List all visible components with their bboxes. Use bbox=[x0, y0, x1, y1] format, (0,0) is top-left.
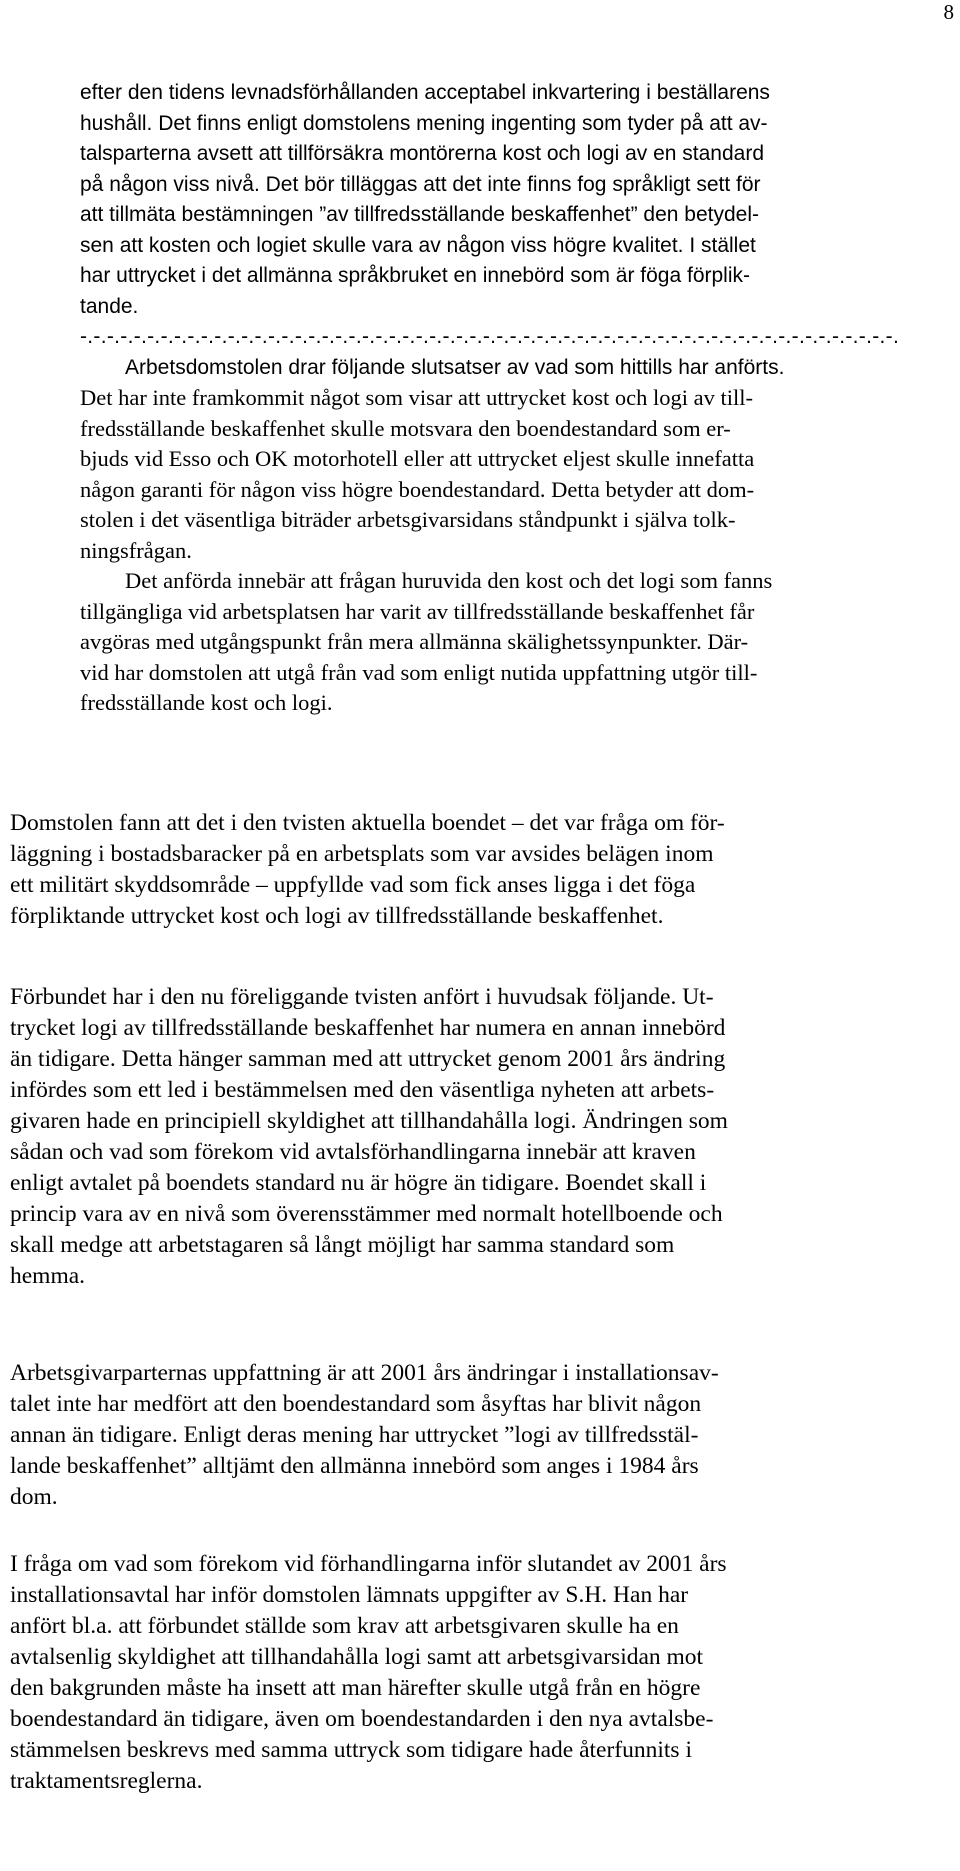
body-line: Arbetsgivarparternas uppfattning är att 2001 års ändringar i installationsav- bbox=[10, 1360, 719, 1386]
quote-line: på någon viss nivå. Det bör tilläggas att det inte finns fog språkligt sett för bbox=[80, 172, 761, 196]
body-line: än tidigare. Detta hänger samman med att uttrycket genom 2001 års ändring bbox=[10, 1046, 726, 1072]
body-paragraph-4 bbox=[10, 1549, 955, 1797]
quote-line: har uttrycket i det allmänna språkbruket en innebörd som är föga förplik- bbox=[80, 264, 751, 287]
quote-line: sen att kosten och logiet skulle vara av någon viss högre kvalitet. I stället bbox=[80, 233, 756, 257]
quote-line: att tillmäta bestämningen ”av tillfredsställande beskaffenhet” den betydel- bbox=[80, 203, 760, 226]
quoted-judgment-block bbox=[80, 78, 940, 719]
body-line: Förbundet har i den nu föreliggande tvisten anfört i huvudsak följande. Ut- bbox=[10, 984, 714, 1010]
quote-line: tande. bbox=[80, 294, 139, 318]
body-paragraph-2 bbox=[10, 982, 955, 1292]
body-line: Domstolen fann att det i den tvisten aktuella boendet – det var fråga om för- bbox=[10, 810, 725, 836]
body-line: hemma. bbox=[10, 1263, 86, 1289]
body-line: talet inte har medfört att den boendestandard som åsyftas har blivit någon bbox=[10, 1391, 702, 1417]
quote-line: fredsställande kost och logi. bbox=[80, 690, 333, 715]
body-line: trycket logi av tillfredsställande beskaffenhet har numera en annan innebörd bbox=[10, 1015, 726, 1041]
quote-line: bjuds vid Esso och OK motorhotell eller att uttrycket eljest skulle innefatta bbox=[80, 446, 755, 471]
body-line: ett militärt skyddsområde – uppfyllde vad som fick anses ligga i det föga bbox=[10, 872, 696, 898]
body-line: anfört bl.a. att förbundet ställde som krav att arbetsgivaren skulle ha en bbox=[10, 1613, 679, 1639]
quote-line: vid har domstolen att utgå från vad som enligt nutida uppfattning utgör till- bbox=[80, 659, 758, 685]
body-line: lande beskaffenhet” alltjämt den allmänna innebörd som anges i 1984 års bbox=[10, 1453, 699, 1479]
body-line: I fråga om vad som förekom vid förhandlingarna inför slutandet av 2001 års bbox=[10, 1551, 727, 1577]
quote-line: Arbetsdomstolen drar följande slutsatser av vad som hittills har anförts. bbox=[125, 355, 785, 379]
quote-line: avgöras med utgångspunkt från mera allmänna skälighetssynpunkter. Där- bbox=[80, 629, 749, 654]
body-line: dom. bbox=[10, 1484, 58, 1510]
body-line: skall medge att arbetstagaren så långt möjligt har samma standard som bbox=[10, 1232, 675, 1258]
quote-line: ningsfrågan. bbox=[80, 537, 192, 563]
body-line: traktamentsreglerna. bbox=[10, 1768, 203, 1794]
body-line: den bakgrunden måste ha insett att man härefter skulle utgå från en högre bbox=[10, 1675, 701, 1701]
page-number: 8 bbox=[943, 0, 954, 24]
body-paragraph-3 bbox=[10, 1358, 955, 1513]
quote-line: Det anförda innebär att frågan huruvida den kost och det logi som fanns bbox=[125, 568, 773, 593]
quote-line: tillgängliga vid arbetsplatsen har varit av tillfredsställande beskaffenhet får bbox=[80, 598, 755, 624]
separator-line: -.-.-.-.-.-.-.-.-.-.-.-.-.-.-.-.-.-.-.-.-.-.-.-.-.-.-.-.-.-.-.-.-.-.-.-.-.-.-.-.-.-.-.-.-.-.-.-.-.-.-.-.-.-.-.-.-.-.-.-.-. bbox=[80, 325, 900, 348]
body-line: boendestandard än tidigare, även om boendestandarden i den nya avtalsbe- bbox=[10, 1706, 714, 1732]
quote-line: stolen i det väsentliga biträder arbetsgivarsidans ståndpunkt i själva tolk- bbox=[80, 507, 736, 532]
body-line: förpliktande uttrycket kost och logi av tillfredsställande beskaffenhet. bbox=[10, 903, 664, 929]
body-line: princip vara av en nivå som överensstämmer med normalt hotellboende och bbox=[10, 1201, 723, 1227]
body-line: stämmelsen beskrevs med samma uttryck som tidigare hade återfunnits i bbox=[10, 1737, 692, 1763]
body-line: enligt avtalet på boendets standard nu är högre än tidigare. Boendet skall i bbox=[10, 1170, 707, 1196]
body-line: sådan och vad som förekom vid avtalsförhandlingarna innebär att kraven bbox=[10, 1139, 696, 1165]
body-line: annan än tidigare. Enligt deras mening har uttrycket ”logi av tillfredsstäl- bbox=[10, 1422, 699, 1448]
body-line: infördes som ett led i bestämmelsen med den väsentliga nyheten att arbets- bbox=[10, 1077, 715, 1103]
quote-line: talsparterna avsett att tillförsäkra montörerna kost och logi av en standard bbox=[80, 142, 765, 165]
quote-line: Det har inte framkommit något som visar att uttrycket kost och logi av till- bbox=[80, 385, 753, 410]
body-line: läggning i bostadsbaracker på en arbetsplats som var avsides belägen inom bbox=[10, 841, 714, 867]
body-line: avtalsenlig skyldighet att tillhandahålla logi samt att arbetsgivarsidan mot bbox=[10, 1644, 704, 1670]
quote-line: någon garanti för någon viss högre boendestandard. Detta betyder att dom- bbox=[80, 476, 755, 502]
body-line: installationsavtal har inför domstolen lämnats uppgifter av S.H. Han har bbox=[10, 1582, 689, 1608]
quote-line: fredsställande beskaffenhet skulle motsvara den boendestandard som er- bbox=[80, 415, 731, 441]
quote-line: hushåll. Det finns enligt domstolens mening ingenting som tyder på att av- bbox=[80, 111, 768, 135]
body-paragraph-1 bbox=[10, 808, 955, 932]
body-line: givaren hade en principiell skyldighet att tillhandahålla logi. Ändringen som bbox=[10, 1108, 728, 1134]
quote-line: efter den tidens levnadsförhållanden acceptabel inkvartering i beställarens bbox=[80, 81, 770, 104]
